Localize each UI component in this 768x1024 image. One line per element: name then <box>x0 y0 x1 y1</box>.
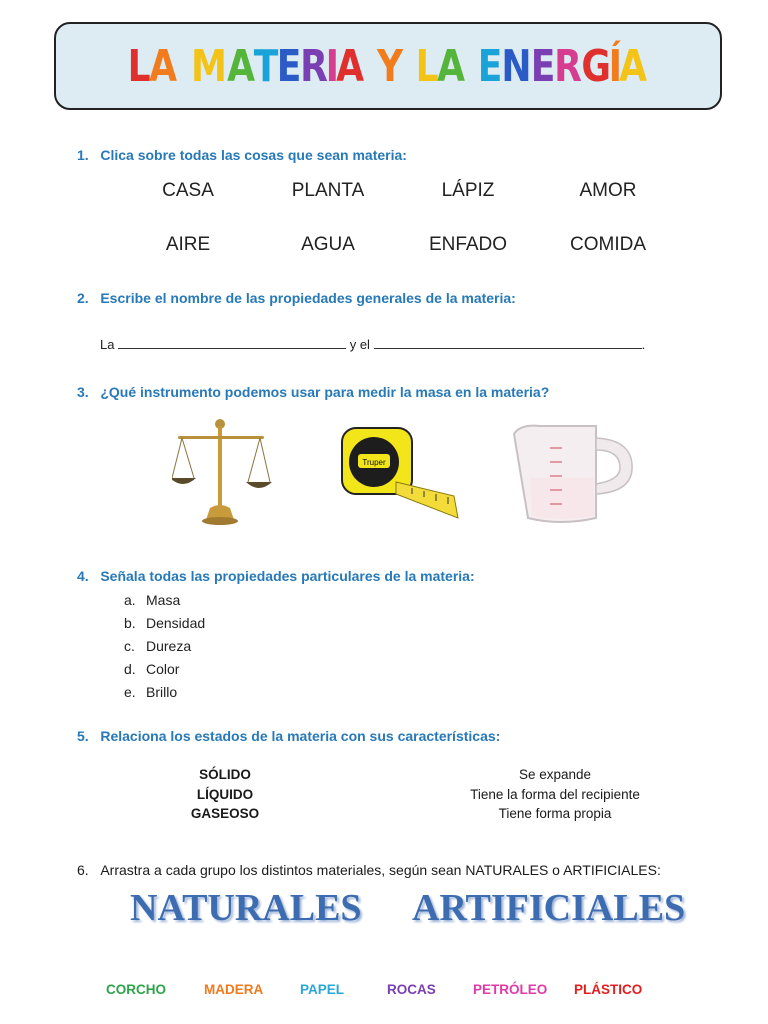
title-letter: Y <box>376 40 404 92</box>
word-option[interactable]: LÁPIZ <box>441 180 495 201</box>
title-word <box>417 41 465 92</box>
title-letter: L <box>415 40 440 92</box>
title-letter: I <box>325 40 340 92</box>
material-chip[interactable]: MADERA <box>204 982 264 997</box>
answer-blank-2[interactable] <box>374 336 642 349</box>
tape-brand-label: Truper <box>362 458 386 467</box>
word-option[interactable]: AMOR <box>579 180 637 201</box>
property-option-d[interactable]: d. Color <box>124 661 180 677</box>
sentence-prefix: La <box>100 337 115 352</box>
balance-scale-image[interactable] <box>172 416 272 528</box>
title-letter: A <box>437 40 466 92</box>
characteristic-item[interactable]: Tiene la forma del recipiente <box>470 786 640 802</box>
property-option-c[interactable]: c. Dureza <box>124 638 192 654</box>
word-option[interactable]: ENFADO <box>428 234 508 255</box>
word-option[interactable]: PLANTA <box>291 180 365 201</box>
fill-in-sentence <box>100 336 645 352</box>
material-chip[interactable]: PLÁSTICO <box>574 982 643 997</box>
word-option[interactable]: COMIDA <box>570 234 646 255</box>
title-letter: E <box>530 40 557 92</box>
material-chip[interactable]: PETRÓLEO <box>473 982 548 997</box>
sentence-middle: y el <box>349 337 370 352</box>
title-letter: R <box>554 40 583 92</box>
property-option-e[interactable]: e. Brillo <box>124 684 178 700</box>
state-item[interactable]: SÓLIDO <box>199 767 251 782</box>
title-letter: N <box>501 40 533 92</box>
question-2-prompt: 2. Escribe el nombre de las propiedades generales de la materia: <box>77 290 516 306</box>
measuring-jug-image[interactable] <box>510 418 638 528</box>
properties-option-list <box>124 590 205 705</box>
characteristic-item[interactable]: Tiene forma propia <box>498 806 612 821</box>
material-chip[interactable]: ROCAS <box>387 982 436 997</box>
title-word <box>191 41 364 92</box>
answer-blank-1[interactable] <box>118 336 346 349</box>
word-option[interactable]: CASA <box>162 180 214 201</box>
title-letter: A <box>336 40 365 92</box>
characteristics-column <box>440 765 670 824</box>
title-letter: M <box>190 40 228 92</box>
artificial-drop-zone[interactable]: ARTIFICIALES <box>412 887 686 929</box>
title-letter: Í <box>608 40 623 92</box>
tape-measure-icon <box>336 420 460 524</box>
word-option[interactable]: AIRE <box>165 234 211 255</box>
title-letter: A <box>619 40 649 92</box>
natural-drop-zone[interactable]: NATURALES <box>130 887 362 929</box>
title-letter: G <box>581 40 612 92</box>
sentence-suffix: . <box>641 337 646 352</box>
characteristic-item[interactable]: Se expande <box>518 767 592 782</box>
tape-measure-image[interactable] <box>336 420 460 524</box>
question-3-prompt: 3. ¿Qué instrumento podemos usar para medir la masa en la materia? <box>77 384 550 400</box>
word-option[interactable]: AGUA <box>301 234 355 255</box>
question-5-prompt: 5. Relaciona los estados de la materia con sus características: <box>77 728 501 744</box>
state-item[interactable]: LÍQUIDO <box>196 786 254 802</box>
title-banner <box>54 22 722 110</box>
states-column <box>170 765 280 824</box>
material-chip[interactable]: CORCHO <box>106 982 166 997</box>
title-word <box>378 41 403 92</box>
title-letter: R <box>299 40 329 92</box>
title-letter: A <box>226 40 256 92</box>
property-option-b[interactable]: b. Densidad <box>124 615 206 631</box>
question-4-prompt: 4. Señala todas las propiedades particulares de la materia: <box>77 568 475 584</box>
title-letter: E <box>477 40 504 92</box>
measuring-jug-icon <box>510 418 638 528</box>
question-1-prompt: 1. Clica sobre todas las cosas que sean materia: <box>77 147 407 163</box>
title-letter: A <box>148 40 178 92</box>
material-chip[interactable]: PAPEL <box>300 982 345 997</box>
title-letter: E <box>276 40 302 92</box>
property-option-a[interactable]: a. Masa <box>124 592 181 608</box>
page-title <box>129 41 648 92</box>
balance-scale-icon <box>172 416 272 528</box>
title-word <box>479 41 647 92</box>
question-6-prompt: 6. Arrastra a cada grupo los distintos materiales, según sean NATURALES o ARTIFICIALES: <box>77 862 661 878</box>
title-letter: L <box>127 40 152 92</box>
state-item[interactable]: GASEOSO <box>190 806 260 821</box>
title-word <box>129 41 177 92</box>
title-letter: T <box>253 40 279 92</box>
